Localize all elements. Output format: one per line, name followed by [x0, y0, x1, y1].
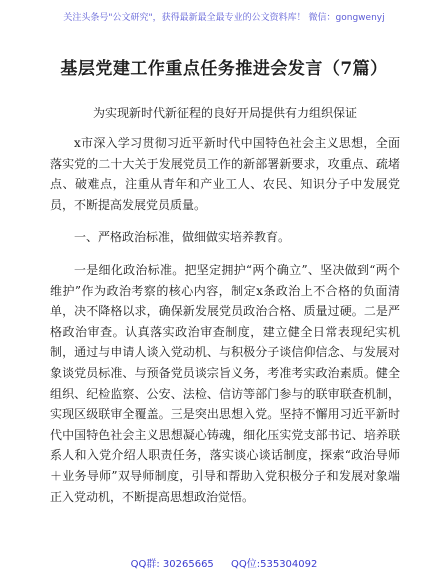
paragraph-intro: x市深入学习贯彻习近平新时代中国特色社会主义思想，全面落实党的二十大关于发展党员工作的新部署新要求，攻重点、疏堵点、破难点，注重从青年和产业工人、农民、知识分子中发展党员，不断提高发展党员质量。 [50, 136, 400, 212]
document-subtitle: 为实现新时代新征程的良好开局提供有力组织保证 [92, 106, 357, 120]
section-heading: 一、严格政治标准，做细做实培养教育。 [74, 230, 291, 245]
document-body [50, 104, 400, 519]
document-title: 基层党建工作重点任务推进会发言（7篇） [60, 59, 388, 79]
header-note: 关注头条号"公文研究"，获得最新最全最专业的公文资料库！ 微信：gongwenyj [63, 13, 385, 23]
paragraph-body: 一是细化政治标准。把坚定拥护“两个确立”、坚决做到“两个维护”作为政治考察的核心内容，制定x条政治上不合格的负面清单，决不降格以求，确保新发展党员政治合格、质量过硬。二是严格政治审查。认真落实政治审查制度，建立健全日常表现纪实机制，通过与申请人谈入党动机、与积极分子谈信仰信念、与发展对象谈党员标准、与预备党员谈宗旨义务，考准考实政治素质。健全组织、纪检监察、公安、法检、信访等部门参与的联审联查机制，实现区级联审全覆盖。三是突出思想入党。坚持不懈用习近平新时代中国特色社会主义思想凝心铸魂，细化压实党支部书记、培养联系人和入党介绍人职责任务，落实谈心谈话制度，探索“政治导师＋业务导师”双导师制度，引导和帮助入党积极分子和发展对象端正入党动机，不断提高思想政治觉悟。 [50, 262, 400, 504]
footer-qq-group: QQ群: 30265665 [130, 559, 214, 570]
footer-qq-number: QQ位:535304092 [231, 559, 318, 570]
footer-contact [0, 555, 448, 570]
